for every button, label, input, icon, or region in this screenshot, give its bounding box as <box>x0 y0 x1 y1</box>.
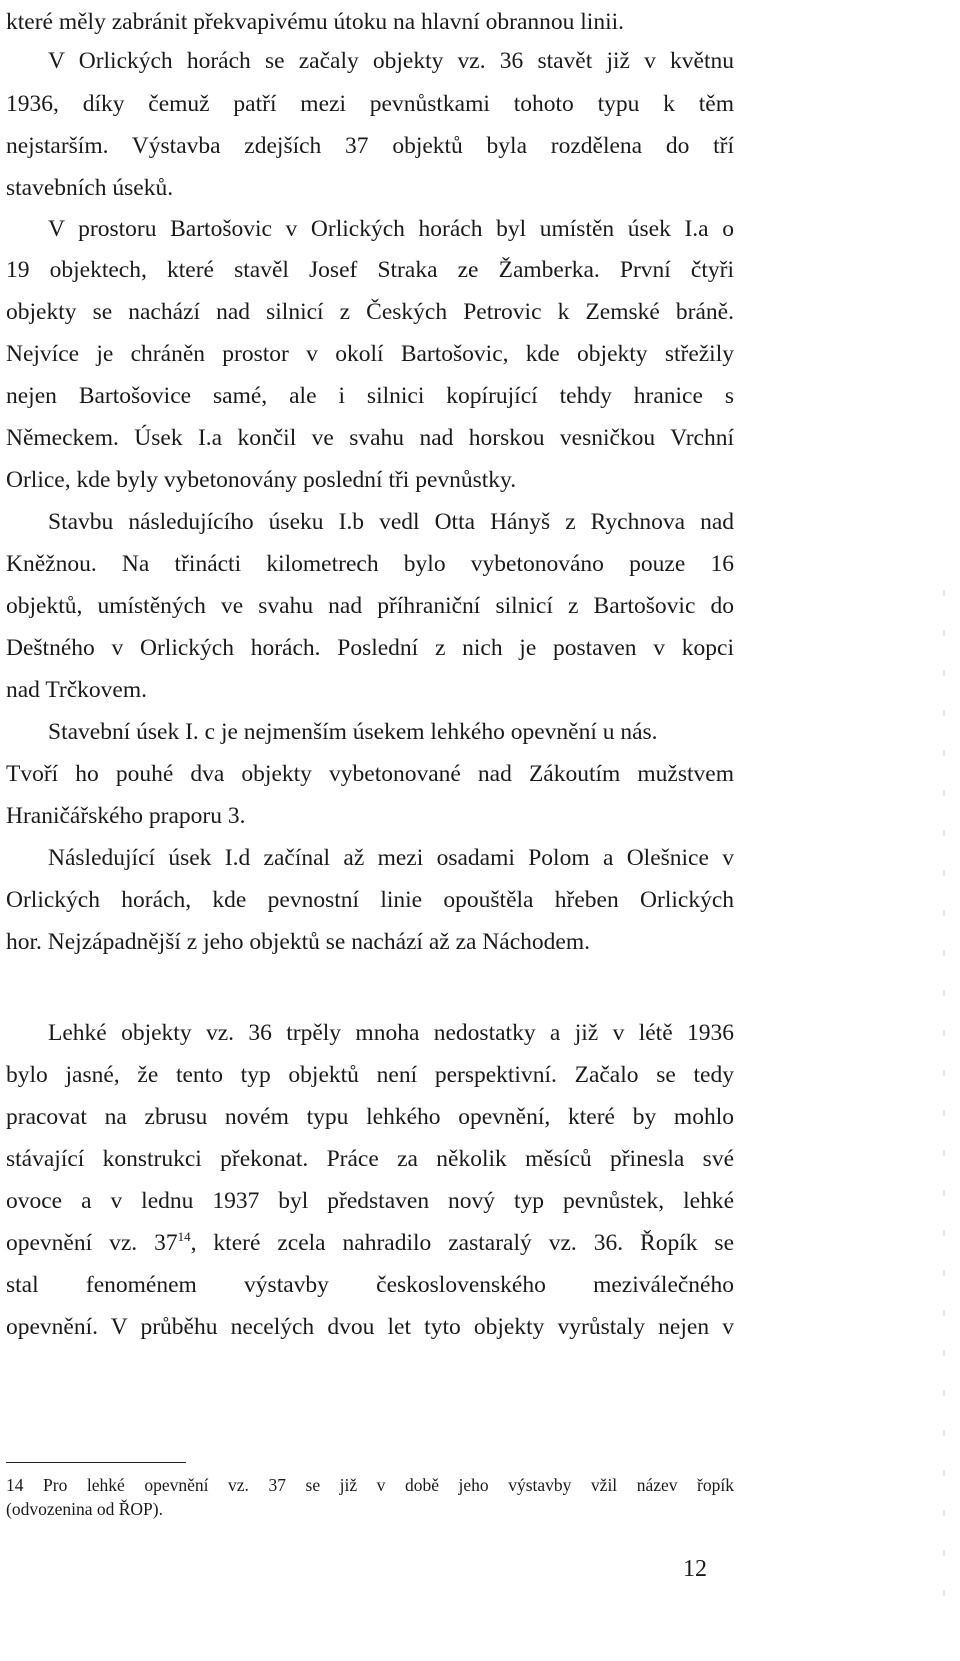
page-number: 12 <box>683 1556 707 1582</box>
text-line: bylo jasné, že tento typ objektů není perspektivní. Začalo se tedy <box>6 1062 734 1088</box>
text-fragment: opevnění vz. 37 <box>6 1230 178 1256</box>
text-line: Kněžnou. Na třinácti kilometrech bylo vybetonováno pouze 16 <box>6 551 734 577</box>
text-line: Hraničářského praporu 3. <box>6 803 246 829</box>
text-line: objekty se nachází nad silnicí z Českých Petrovic k Zemské bráně. <box>6 299 734 325</box>
text-line: Německem. Úsek I.a končil ve svahu nad horskou vesničkou Vrchní <box>6 425 734 451</box>
text-line: 1936, díky čemuž patří mezi pevnůstkami tohoto typu k těm <box>6 91 734 117</box>
text-line: objektů, umístěných ve svahu nad příhraniční silnicí z Bartošovic do <box>6 593 734 619</box>
text-line: Následující úsek I.d začínal až mezi osadami Polom a Olešnice v <box>48 845 734 871</box>
text-line: V prostoru Bartošovic v Orlických horách byl umístěn úsek I.a o <box>48 216 734 242</box>
text-line: 19 objektech, které stavěl Josef Straka ze Žamberka. První čtyři <box>6 257 734 283</box>
text-line: nejen Bartošovice samé, ale i silnici kopírující tehdy hranice s <box>6 383 734 409</box>
text-line: opevnění. V průběhu necelých dvou let tyto objekty vyrůstaly nejen v <box>6 1314 734 1340</box>
footnote-line: 14 Pro lehké opevnění vz. 37 se již v době jeho výstavby vžil název řopík <box>6 1475 734 1495</box>
text-line: Stavbu následujícího úseku I.b vedl Otta Hányš z Rychnova nad <box>48 509 734 535</box>
footnote-line: (odvozenina od ŘOP). <box>6 1499 163 1519</box>
text-line: stávající konstrukci překonat. Práce za několik měsíců přinesla své <box>6 1146 734 1172</box>
text-line: které měly zabránit překvapivému útoku na hlavní obrannou linii. <box>6 9 624 35</box>
text-line: Lehké objekty vz. 36 trpěly mnoha nedostatky a již v létě 1936 <box>48 1020 734 1046</box>
text-line: Orlických horách, kde pevnostní linie opouštěla hřeben Orlických <box>6 887 734 913</box>
text-line: hor. Nejzápadnější z jeho objektů se nachází až za Náchodem. <box>6 929 590 955</box>
text-line: stal fenoménem výstavby československého meziválečného <box>6 1272 734 1298</box>
text-line: Tvoří ho pouhé dva objekty vybetonované nad Zákoutím mužstvem <box>6 761 734 787</box>
text-line <box>6 1229 734 1257</box>
text-line: pracovat na zbrusu novém typu lehkého opevnění, které by mohlo <box>6 1104 734 1130</box>
text-line: ovoce a v lednu 1937 byl představen nový typ pevnůstek, lehké <box>6 1188 734 1214</box>
text-line: Orlice, kde byly vybetonovány poslední tři pevnůstky. <box>6 467 517 493</box>
text-fragment: , které zcela nahradilo zastaralý vz. 36. Řopík se <box>190 1230 735 1256</box>
footnote-divider <box>6 1462 186 1463</box>
text-line: V Orlických horách se začaly objekty vz. 36 stavět již v květnu <box>48 48 734 74</box>
text-line: stavebních úseků. <box>6 175 174 201</box>
text-line: nejstarším. Výstavba zdejších 37 objektů byla rozdělena do tří <box>6 133 734 159</box>
text-line: nad Trčkovem. <box>6 677 147 703</box>
text-line: Deštného v Orlických horách. Poslední z nich je postaven v kopci <box>6 635 734 661</box>
footnote-reference: 14 <box>177 1229 191 1244</box>
text-line: Nejvíce je chráněn prostor v okolí Bartošovic, kde objekty střežily <box>6 341 734 367</box>
text-line: Stavební úsek I. c je nejmenším úsekem lehkého opevnění u nás. <box>48 719 658 745</box>
scan-edge-artifact <box>943 590 945 1630</box>
